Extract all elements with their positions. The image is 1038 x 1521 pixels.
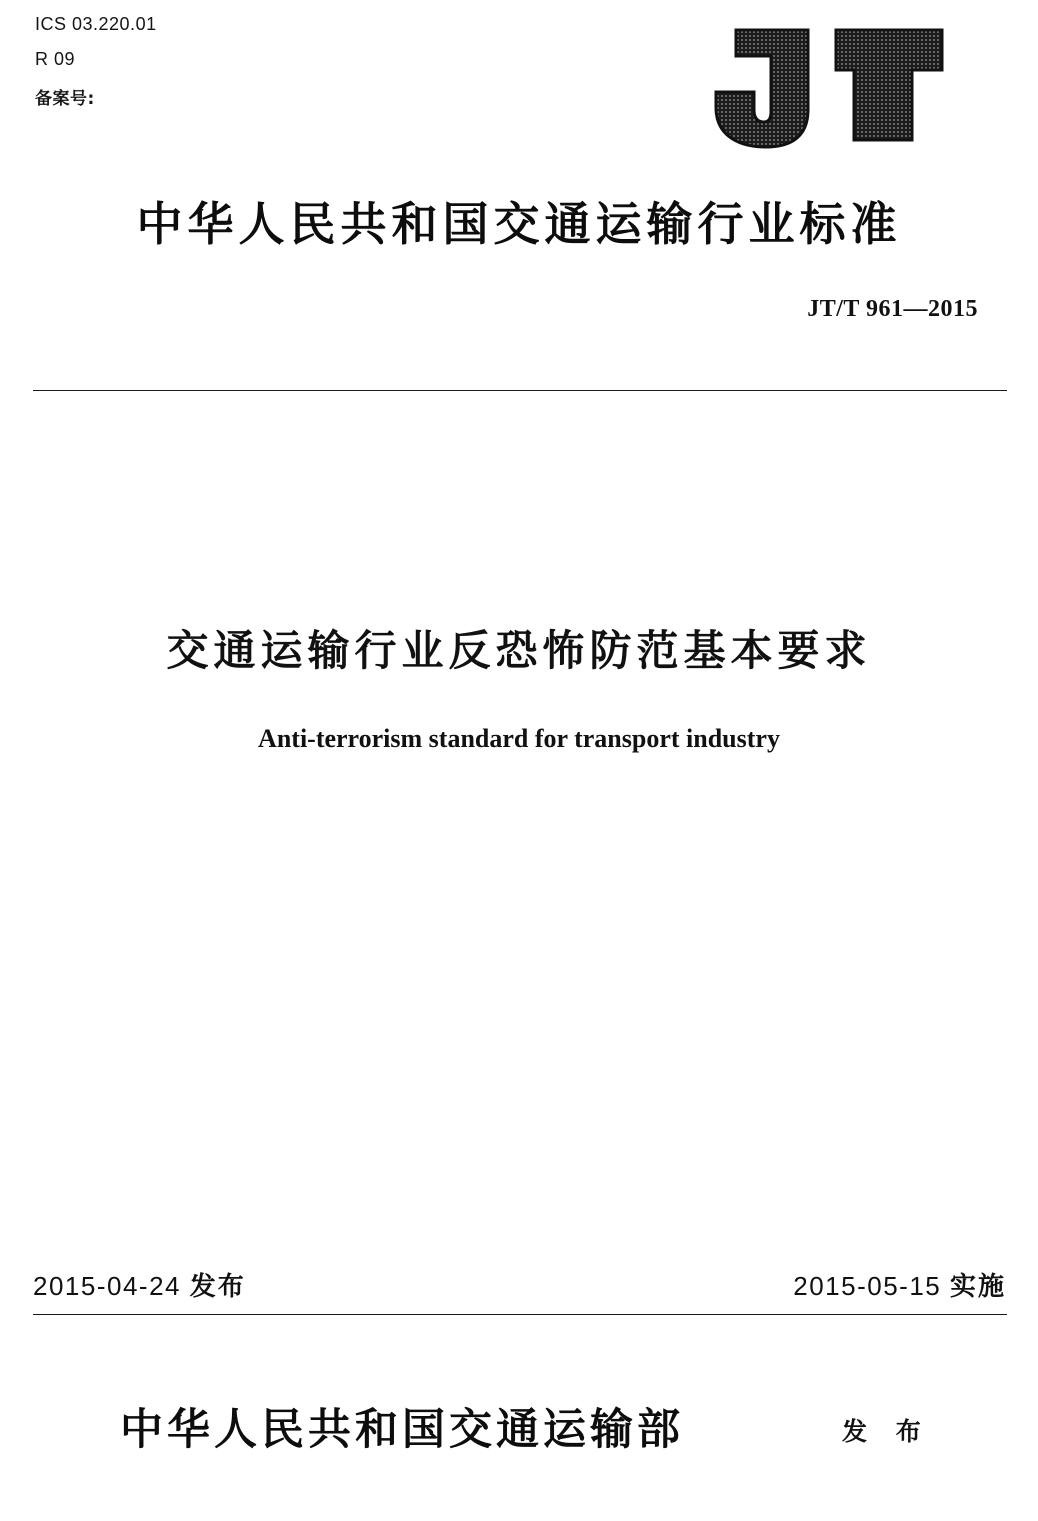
release-label: 发布 xyxy=(189,1271,246,1301)
bottom-divider xyxy=(33,1314,1007,1315)
release-date xyxy=(33,1266,246,1303)
ics-code: ICS 03.220.01 xyxy=(35,14,157,34)
top-divider xyxy=(33,390,1007,391)
implementation-date xyxy=(793,1266,1006,1303)
document-title-cn: 交通运输行业反恐怖防范基本要求 xyxy=(166,626,872,675)
implementation-label: 实施 xyxy=(949,1271,1006,1301)
main-title: 中华人民共和国交通运输行业标准 xyxy=(136,197,902,251)
implementation-date-value: 2015-05-15 xyxy=(793,1271,942,1301)
document-title-en: Anti-terrorism standard for transport industry xyxy=(258,724,780,753)
publisher-name: 中华人民共和国交通运输部 xyxy=(120,1405,684,1455)
record-number-label: 备案号: xyxy=(35,89,95,109)
standard-number: JT/T 961—2015 xyxy=(807,296,978,322)
jt-logo xyxy=(708,26,944,151)
publisher-suffix: 发 布 xyxy=(842,1417,931,1446)
classification-code: R 09 xyxy=(35,49,76,69)
release-date-value: 2015-04-24 xyxy=(33,1271,181,1301)
